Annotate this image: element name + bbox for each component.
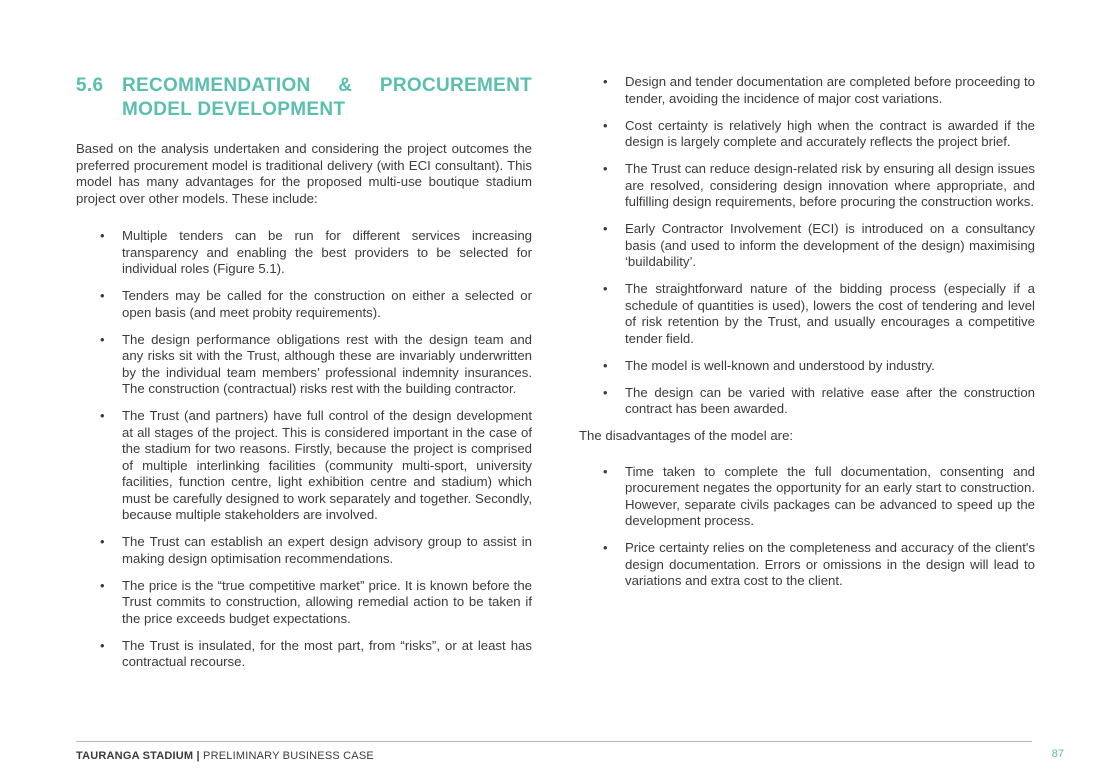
footer-title-bold: TAURANGA STADIUM | (76, 750, 200, 762)
bullet-icon: • (603, 357, 608, 373)
bullet-icon: • (100, 228, 105, 243)
section-heading (76, 74, 532, 122)
advantage-item: • Multiple tenders can be run for different services increasing transparency and enabling the best providers to be selected for individual roles (Figure 5.1). (100, 228, 532, 276)
section-title-line-2: MODEL DEVELOPMENT (122, 99, 346, 120)
disadvantages-intro: The disadvantages of the model are: (579, 428, 794, 443)
bullet-icon: • (603, 463, 608, 479)
page-number: 87 (1051, 748, 1064, 760)
advantage-item: • The Trust (and partners) have full control of the design development at all stages of the project. This is considered important in the case of the stadium for two reasons. Firstly, because the project is comprised of multiple interlinking facilities (community multi-sport, university facilities, function centre, light exhibition centre and stadium) which must be carefully designed to work separately and together. Secondly, because multiple stakeholders are involved. (100, 408, 532, 522)
footer-title-rest: PRELIMINARY BUSINESS CASE (199, 750, 374, 762)
bullet-icon: • (100, 288, 105, 303)
bullet-icon: • (100, 408, 105, 423)
advantage-item: • Design and tender documentation are completed before proceeding to tender, avoiding the incidence of major cost variations. (603, 74, 1035, 106)
bullet-icon: • (603, 117, 608, 133)
bullet-icon: • (100, 534, 105, 549)
advantages-list-right (579, 74, 1035, 418)
bullet-icon: • (100, 577, 105, 593)
advantage-item: • Cost certainty is relatively high when the contract is awarded if the design is largely complete and accurately reflects the project brief. (603, 117, 1035, 149)
advantage-item: • The price is the “true competitive market” price. It is known before the Trust commits to construction, allowing remedial action to be taken if the price exceeds budget expectations. (100, 577, 532, 626)
advantage-item: • Early Contractor Involvement (ECI) is introduced on a consultancy basis (and used to inform the development of the design) maximising ‘buildability’. (603, 221, 1035, 269)
bullet-icon: • (603, 540, 608, 555)
disadvantage-item: • Price certainty relies on the completeness and accuracy of the client's design documentation. Errors or omissions in the design will lead to variations and extra cost to the client. (603, 540, 1035, 588)
section-number: 5.6 (76, 75, 104, 96)
bullet-icon: • (603, 161, 608, 176)
bullet-icon: • (603, 384, 608, 400)
advantage-item: • The design can be varied with relative ease after the construction contract has been awarded. (603, 384, 1035, 416)
section-title-line-1: RECOMMENDATION & PROCUREMENT (122, 75, 532, 96)
advantage-item: • The Trust can reduce design-related risk by ensuring all design issues are resolved, considering design innovation where appropriate, and fulfilling design requirements, before procuring the construction works. (603, 161, 1035, 209)
bullet-icon: • (603, 74, 608, 89)
advantages-list-left (76, 228, 532, 671)
right-column (579, 74, 1035, 600)
disadvantages-list (579, 464, 1035, 590)
advantage-item: • The design performance obligations rest with the design team and any risks sit with the Trust, although these are invariably underwritten by the individual team members’ professional indemnity insurances. The construction (contractual) risks rest with the building contractor. (100, 331, 532, 396)
intro-paragraph: Based on the analysis undertaken and considering the project outcomes the preferred procurement model is traditional delivery (with ECI consultant). This model has many advantages for the proposed multi-use boutique stadium project over other models. These include: (76, 141, 532, 206)
disadvantage-item: • Time taken to complete the full documentation, consenting and procurement negates the opportunity for an early start to construction. However, separate civils packages can be advanced to speed up the development process. (603, 463, 1035, 528)
advantage-item: • The Trust can establish an expert design advisory group to assist in making design optimisation recommendations. (100, 534, 532, 566)
advantage-item: • Tenders may be called for the construction on either a selected or open basis (and meet probity requirements). (100, 288, 532, 320)
footer-divider (76, 741, 1032, 742)
bullet-icon: • (603, 281, 608, 296)
advantage-item: • The model is well-known and understood by industry. (603, 357, 935, 373)
bullet-icon: • (100, 331, 105, 347)
footer-document-title (76, 750, 374, 762)
bullet-icon: • (603, 221, 608, 236)
advantage-item: • The Trust is insulated, for the most part, from “risks”, or at least has contractual recourse. (100, 637, 532, 669)
bullet-icon: • (100, 637, 105, 653)
left-column (76, 74, 532, 681)
advantage-item: • The straightforward nature of the bidding process (especially if a schedule of quantities is used), lowers the cost of tendering and level of risk retention by the Trust, and usually encourages a competitive tender field. (603, 281, 1035, 346)
